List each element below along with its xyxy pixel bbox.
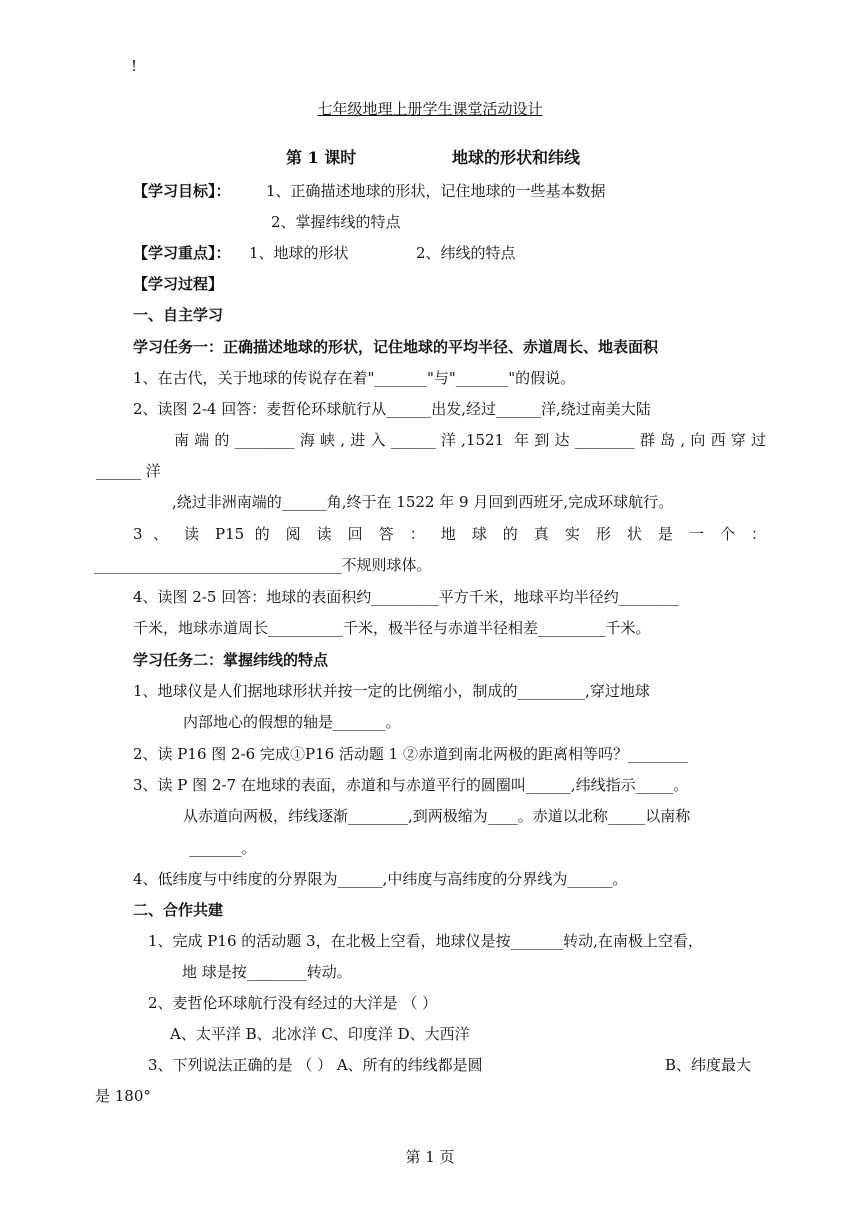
question-text: 1、完成 P16 的活动题 3，在北极上空看，地球仪是按_______转动,在南极上空看， — [148, 932, 703, 950]
question-text: 2、麦哲伦环球航行没有经过的大洋是 （ ） — [148, 994, 438, 1012]
section-heading: 一、自主学习 — [133, 306, 224, 324]
section-heading: 二、合作共建 — [133, 901, 224, 919]
goal-item-2: 2、掌握纬线的特点 — [271, 213, 401, 231]
focus-label: 【学习重点】： — [133, 244, 231, 262]
question-text: 千米，地球赤道周长__________千米，极半径与赤道半径相差_________千米。 — [133, 619, 651, 637]
focus-item-2: 2、纬线的特点 — [416, 244, 516, 262]
process-label: 【学习过程】 — [133, 275, 224, 293]
question-text: 是 180° — [95, 1087, 151, 1105]
question-text: 从赤道向两极，纬线逐渐________,到两极缩为____。赤道以北称_____以南称 — [183, 807, 691, 825]
focus-item-1: 1、地球的形状 — [249, 244, 349, 262]
goals-label: 【学习目标】： — [133, 182, 231, 200]
question-text: 1、地球仪是人们据地球形状并按一定的比例缩小，制成的_________,穿过地球 — [133, 682, 650, 700]
question-text: ______ 洋 — [96, 462, 161, 480]
question-text: 内部地心的假想的轴是_______。 — [183, 713, 401, 731]
answer-options: A、太平洋 B、北冰洋 C、印度洋 D、大西洋 — [170, 1025, 470, 1043]
question-text: 3、读 P 图 2-7 在地球的表面，赤道和与赤道平行的圆圈叫______,纬线指示_____。 — [133, 776, 689, 794]
question-text: _______。 — [189, 839, 257, 857]
question-text: _________________________________不规则球体。 — [94, 556, 432, 574]
lesson-number: 第 1 课时 — [286, 148, 357, 167]
question-text: ,绕过非洲南端的______角,终于在 1522 年 9 月回到西班牙,完成环球航行。 — [172, 493, 674, 511]
question-text: 南端的________海峡,进入______洋,1521 年到达________群岛,向西穿过 — [174, 431, 766, 449]
question-text: 4、读图 2-5 回答：地球的表面积约_________平方千米，地球平均半径约________ — [133, 588, 679, 606]
goal-item-1: 1、正确描述地球的形状，记住地球的一些基本数据 — [266, 182, 606, 200]
document-title: 七年级地理上册学生课堂活动设计 — [317, 100, 543, 118]
question-text: 3、下列说法正确的是 （ ） A、所有的纬线都是圆 — [148, 1056, 483, 1074]
question-text: 地 球是按________转动。 — [182, 963, 352, 981]
lesson-title: 地球的形状和纬线 — [452, 148, 581, 167]
question-text: 1、在古代，关于地球的传说存在着"_______"与"_______"的假说。 — [133, 369, 576, 387]
question-text: 3 、 读 P15 的 阅 读 回 答 ： 地 球 的 真 实 形 状 是 一 个 ： — [133, 525, 766, 543]
task-heading: 学习任务二：掌握纬线的特点 — [133, 651, 329, 669]
question-text: 4、低纬度与中纬度的分界限为______,中纬度与高纬度的分界线为______。 — [133, 870, 628, 888]
question-text: 2、读 P16 图 2-6 完成①P16 活动题 1 ②赤道到南北两极的距离相等吗？________ — [133, 745, 688, 763]
question-text: B、纬度最大 — [665, 1056, 752, 1074]
page-number: 第 1 页 — [405, 1148, 455, 1166]
question-text: 2、读图 2-4 回答：麦哲伦环球航行从______出发,经过______洋,绕过南美大陆 — [133, 400, 651, 418]
task-heading: 学习任务一：正确描述地球的形状，记住地球的平均半径、赤道周长、地表面积 — [133, 338, 659, 356]
top-mark: ! — [131, 57, 138, 75]
